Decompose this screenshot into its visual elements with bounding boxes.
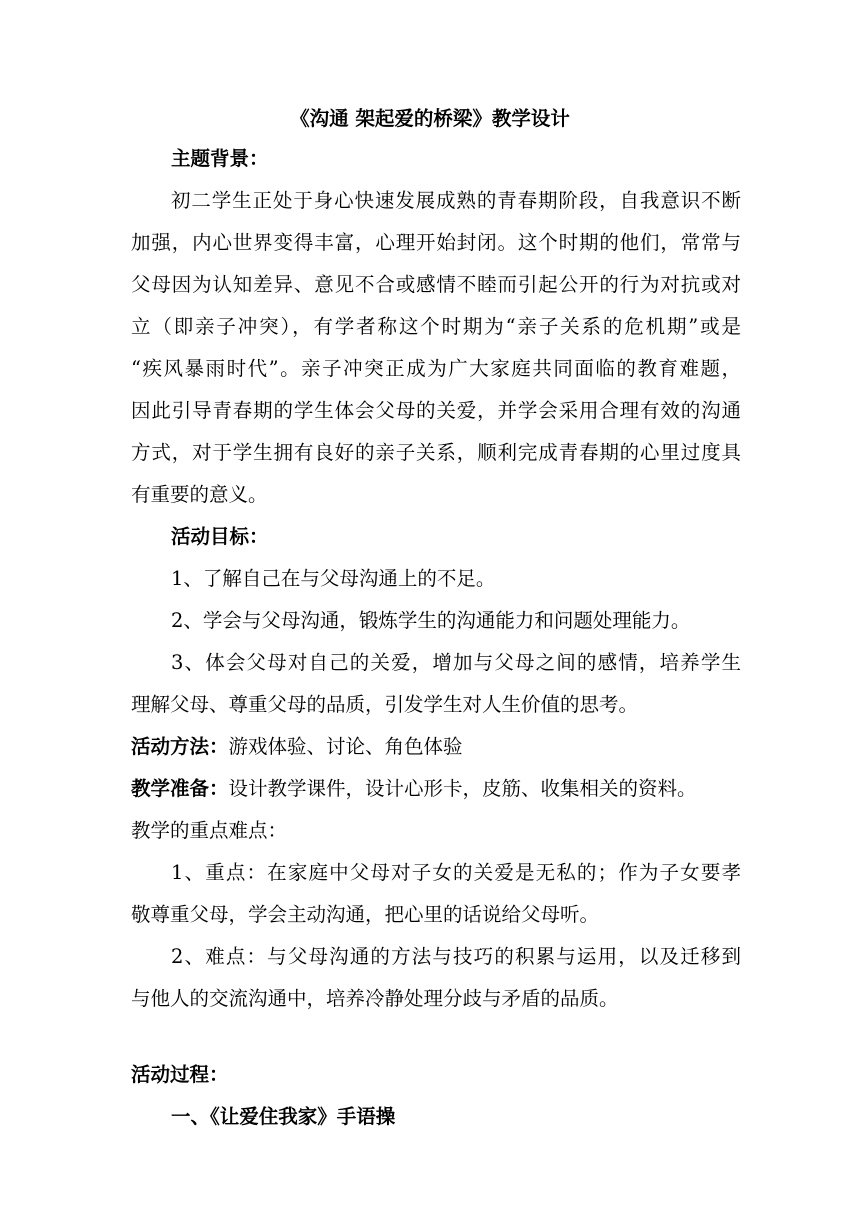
- preparation-label: 教学准备：: [131, 777, 229, 800]
- background-line: 立（即亲子冲突），有学者称这个时期为“亲子关系的危机期”或是: [131, 315, 741, 338]
- goal-item: 2、学会与父母沟通，锻炼学生的沟通能力和问题处理能力。: [171, 609, 691, 632]
- keypoints-heading: 教学的重点难点：: [131, 819, 288, 842]
- method-label: 活动方法：: [131, 735, 229, 758]
- keypoint-item: 2、难点：与父母沟通的方法与技巧的积累与运用，以及迁移到: [171, 945, 741, 968]
- process-step-heading: 一、《让爱住我家》手语操: [171, 1105, 396, 1128]
- goal-item: 3、体会父母对自己的关爱，增加与父母之间的感情，培养学生: [171, 651, 741, 674]
- background-line: 因此引导青春期的学生体会父母的关爱，并学会采用合理有效的沟通: [131, 399, 741, 422]
- goal-item-continuation: 理解父母、尊重父母的品质，引发学生对人生价值的思考。: [131, 693, 639, 716]
- background-line: “疾风暴雨时代”。亲子冲突正成为广大家庭共同面临的教育难题，: [131, 357, 741, 380]
- background-line: 父母因为认知差异、意见不合或感情不睦而引起公开的行为对抗或对: [131, 273, 741, 296]
- background-heading: 主题背景：: [171, 147, 269, 170]
- method-text: 游戏体验、讨论、角色体验: [228, 735, 463, 758]
- background-line: 加强，内心世界变得丰富，心理开始封闭。这个时期的他们，常常与: [131, 231, 741, 254]
- goal-item: 1、了解自己在与父母沟通上的不足。: [171, 567, 496, 590]
- preparation-text: 设计教学课件，设计心形卡，皮筋、收集相关的资料。: [228, 777, 697, 800]
- document-title: 《沟通 架起爱的桥梁》教学设计: [290, 107, 570, 130]
- background-line: 有重要的意义。: [131, 483, 268, 506]
- process-heading: 活动过程：: [131, 1063, 229, 1086]
- goals-heading: 活动目标：: [171, 525, 269, 548]
- method-line: [131, 732, 741, 762]
- background-line: 方式，对于学生拥有良好的亲子关系，顺利完成青春期的心里过度具: [131, 441, 741, 464]
- background-line: 初二学生正处于身心快速发展成熟的青春期阶段，自我意识不断: [171, 189, 741, 212]
- keypoint-item-continuation: 与他人的交流沟通中，培养冷静处理分歧与矛盾的品质。: [131, 987, 619, 1010]
- preparation-line: [131, 774, 741, 804]
- keypoint-item: 1、重点：在家庭中父母对子女的关爱是无私的；作为子女要孝: [171, 861, 741, 884]
- keypoint-item-continuation: 敬尊重父母，学会主动沟通，把心里的话说给父母听。: [131, 903, 600, 926]
